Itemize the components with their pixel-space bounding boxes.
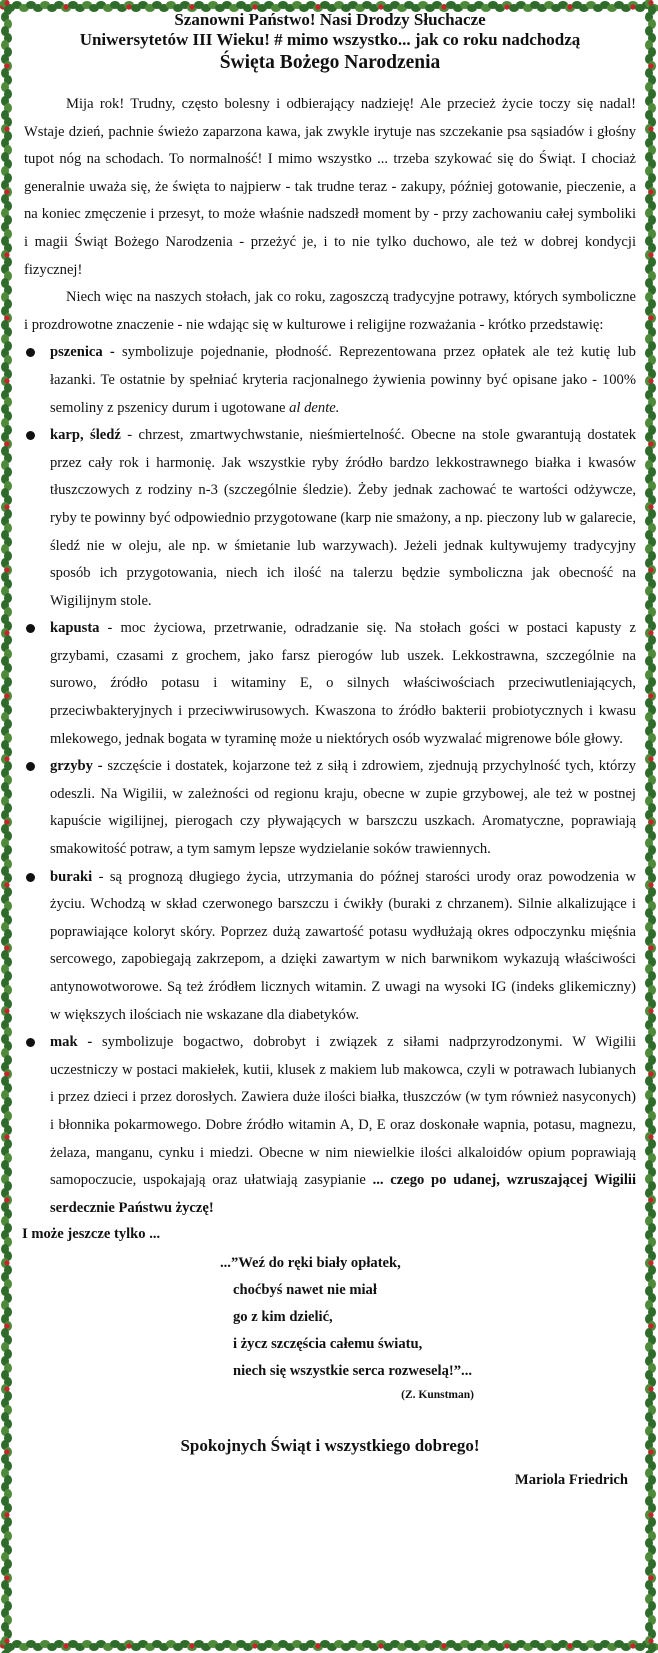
garland-berry <box>4 126 9 131</box>
letter-header <box>24 10 636 75</box>
garland-berry <box>648 63 653 68</box>
garland-berry <box>189 1643 194 1648</box>
garland-berry <box>504 4 509 9</box>
garland-berry <box>4 0 9 5</box>
item-text: symbolizuje pojednanie, płodność. Reprezentowana przez opłatek ale też kutię lub łazanki. Te ostatnie by spełniać kryteria racjonalnego żywienia powinny być opisane jako - 100% semoliny z pszenicy durum i ugotowane <box>50 344 636 416</box>
garland-berry <box>441 4 446 9</box>
garland-berry <box>4 1323 9 1328</box>
garland-berry <box>4 441 9 446</box>
garland-berry <box>4 315 9 320</box>
intro <box>24 91 636 339</box>
item-text: szczęście i dostatek, kojarzone też z siłą i zdrowiem, zjednują przychylność tych, którzy odeszli. Na Wigilii, w zależności od regionu kraju, obecne w zupie grzybowej, ale też w postnej kapuście wigilijnej, pierogach czy pływających w barszczu uszkach. Aromatyczne, poprawiają smakowitość potraw, a tym samym lepsze wydzielanie soków trawiennych. <box>50 758 636 858</box>
garland-berry <box>4 882 9 887</box>
item-name: pszenica - <box>50 344 115 361</box>
garland-berry <box>648 1575 653 1580</box>
garland-berry <box>4 1260 9 1265</box>
item-name: mak - <box>50 1034 93 1051</box>
garland-berry <box>252 4 257 9</box>
garland-berry <box>648 126 653 131</box>
item-text: symbolizuje bogactwo, dobrobyt i związek z siłami nadprzyrodzonymi. W Wigilii uczestniczy w postaci makiełek, kutii, klusek z makiem lub makowca, czyli w potrawach lubianych i przez dzieci i przez dorosłych. Zawiera duże ilości białka, tłuszczów (w tym również nasyconych) i błonnika pokarmowego. Dobre źródło witamin A, D, E oraz doskonałe wapnia, potasu, magnezu, żelaza, manganu, cynku i miedzi. Obecne w nim niewielkie ilości alkaloidów opium poprawiają samopoczucie, uspokajają oraz ułatwiają zasypianie <box>50 1034 636 1189</box>
garland-berry <box>504 1643 509 1648</box>
garland-berry <box>126 4 131 9</box>
garland-berry <box>648 1638 653 1643</box>
poem-author: (Z. Kunstman) <box>401 1389 474 1402</box>
garland-berry <box>4 504 9 509</box>
bullet-icon <box>26 431 35 440</box>
poem-line: ...”Weź do ręki biały opłatek, <box>220 1255 401 1272</box>
garland-berry <box>378 4 383 9</box>
intro-paragraph-2: Niech więc na naszych stołach, jak co roku, zagoszczą tradycyjne potrawy, których symboliczne i prozdrowotne znaczenie - nie wdając się w kulturowe i religijne rozważania - krótko przedstawię: <box>24 289 636 333</box>
garland-berry <box>648 1071 653 1076</box>
garland-berry <box>315 4 320 9</box>
garland-berry <box>648 819 653 824</box>
item-text: - są prognozą długiego życia, utrzymania do późnej starości urody oraz powodzenia w życiu. Wchodzą w skład czerwonego barszczu i ćwikły (buraki z chrzanem). Silnie alkalizujące i poprawiające koloryt skóry. Poprzez dużą zawartość potasu wydłużają okres odpoczynku mięśnia sercowego, zapobiegają zakrzepom, a dzięki zawartym w nich barwnikom wykazują właściwości antynowotworowe. Są też źródłem licznych witamin. Z uwagi na wysoki IG (indeks glikemiczny) w większych ilościach nie wskazane dla diabetyków. <box>50 868 636 1023</box>
header-line-3: Święta Bożego Narodzenia <box>219 52 441 73</box>
garland-berry <box>4 1008 9 1013</box>
garland-berry <box>648 1386 653 1391</box>
bullet-icon <box>26 762 35 771</box>
garland-berry <box>567 1643 572 1648</box>
letter-content <box>24 10 636 1495</box>
holiday-wish: Spokojnych Świąt i wszystkiego dobrego! <box>180 1436 480 1456</box>
garland-berry <box>126 1643 131 1648</box>
poem-line: go z kim dzielić, <box>233 1309 333 1326</box>
garland-berry <box>4 693 9 698</box>
garland-berry <box>648 693 653 698</box>
header-line-1: Szanowni Państwo! Nasi Drodzy Słuchacze <box>174 10 486 29</box>
poem-line: i życz szczęścia całemu światu, <box>233 1336 423 1353</box>
item-name: karp, śledź <box>50 427 121 444</box>
garland-berry <box>648 1449 653 1454</box>
garland-berry <box>648 378 653 383</box>
garland-berry <box>648 252 653 257</box>
garland-berry <box>4 252 9 257</box>
garland-border-right <box>644 0 658 1653</box>
garland-berry <box>315 1643 320 1648</box>
list-item <box>24 1029 636 1222</box>
garland-berry <box>567 4 572 9</box>
garland-berry <box>4 189 9 194</box>
moze-line: I może jeszcze tylko ... <box>22 1226 161 1243</box>
garland-berry <box>648 441 653 446</box>
item-name: buraki <box>50 868 93 885</box>
garland-berry <box>4 819 9 824</box>
garland-berry <box>630 4 635 9</box>
garland-berry <box>648 945 653 950</box>
garland-berry <box>441 1643 446 1648</box>
garland-border-bottom <box>0 1639 658 1653</box>
garland-berry <box>4 945 9 950</box>
list-item <box>24 753 636 863</box>
garland-berry <box>4 756 9 761</box>
garland-berry <box>4 1638 9 1643</box>
item-text: - chrzest, zmartwychwstanie, nieśmiertelność. Obecne na stole gwarantują dostatek przez cały rok i harmonię. Jak wszystkie ryby źródło bardzo lekkostrawnego białka i kwasów tłuszczowych z rodziny n-3 (szczególnie śledzie). Żeby jednak zachować te wartości odżywcze, ryby te powinny być odpowiednio przygotowane (karp nie smażony, a np. pieczony lub w galarecie, śledź nie w oleju, ale np. w śmietanie lub warzywach). Jeżeli jednak kultywujemy tradycyjny sposób ich przygotowania, niech ich ilość na talerzu będzie symboliczna jak obecność na Wigilijnym stole. <box>50 427 636 609</box>
list-item <box>24 615 636 753</box>
poem-line: niech się wszystkie serca rozweselą!”... <box>233 1363 472 1380</box>
closing-wish-inline: ... czego po udanej, wzruszającej Wigilii serdecznie Państwu życzę! <box>50 1172 636 1216</box>
garland-berry <box>4 1449 9 1454</box>
garland-berry <box>648 1197 653 1202</box>
bullet-icon <box>26 873 35 882</box>
bullet-icon <box>26 1038 35 1047</box>
garland-berry <box>4 630 9 635</box>
bullet-icon <box>26 624 35 633</box>
garland-berry <box>648 1008 653 1013</box>
item-italic-tail: al dente. <box>289 399 340 416</box>
item-name: grzyby - <box>50 758 103 775</box>
item-text: - moc życiowa, przetrwanie, odradzanie się. Na stołach gości w postaci kapusty z grzybami, czasami z grochem, jako farsz pierogów lub uszek. Lekkostrawna, szczególnie na surowo, źródło potasu i witaminy E, o silnych właściwościach przeciwutleniających, przeciwbakteryjnych i przeciwwirusowych. Kwaszona to źródło bakterii probiotycznych i kwasu mlekowego, jednak bogata w tyraminę może u niektórych osób wyzwalać migrenowe bóle głowy. <box>50 620 636 747</box>
list-item <box>24 864 636 1030</box>
garland-berry <box>648 315 653 320</box>
garland-berry <box>630 1643 635 1648</box>
list-item <box>24 339 636 422</box>
poem <box>220 1250 636 1385</box>
garland-berry <box>63 1643 68 1648</box>
garland-berry <box>252 1643 257 1648</box>
garland-berry <box>648 567 653 572</box>
garland-berry <box>189 4 194 9</box>
garland-berry <box>378 1643 383 1648</box>
garland-berry <box>4 1197 9 1202</box>
bullet-icon <box>26 348 35 357</box>
garland-berry <box>4 1134 9 1139</box>
garland-berry <box>648 1323 653 1328</box>
food-list <box>24 339 636 1222</box>
intro-paragraph-1: Mija rok! Trudny, często bolesny i odbierający nadzieję! Ale przecież życie toczy się nadal! Wstaje dzień, pachnie świeżo zaparzona kawa, jak zwykle irytuje nas szczekanie psa sąsiadów i głośny tupot nóg na schodach. To normalność! I mimo wszystko ... trzeba szykować się do Świąt. I chociaż generalnie uważa się, że święta to najpierw - tak trudne teraz - zakupy, później gotowanie, pieczenie, a na koniec zmęczenie i przesyt, to może właśnie nadszedł moment by - przy zachowaniu całej symboliki i magii Świąt Bożego Narodzenia - przeżyć je, i to nie tylko duchowo, ale też w dobrej kondycji fizycznej! <box>24 96 636 278</box>
garland-berry <box>648 0 653 5</box>
garland-berry <box>648 1512 653 1517</box>
poem-line: choćbyś nawet nie miał <box>233 1282 377 1299</box>
garland-berry <box>4 1071 9 1076</box>
garland-berry <box>4 63 9 68</box>
garland-berry <box>4 1512 9 1517</box>
garland-berry <box>648 630 653 635</box>
garland-berry <box>648 882 653 887</box>
garland-berry <box>4 567 9 572</box>
garland-berry <box>648 189 653 194</box>
signature: Mariola Friedrich <box>514 1472 628 1489</box>
garland-berry <box>4 1575 9 1580</box>
list-item <box>24 422 636 615</box>
garland-berry <box>63 4 68 9</box>
garland-berry <box>648 756 653 761</box>
item-name: kapusta <box>50 620 100 637</box>
header-line-2: Uniwersytetów III Wieku! # mimo wszystko... jak co roku nadchodzą <box>79 30 581 49</box>
garland-berry <box>648 504 653 509</box>
garland-border-left <box>0 0 14 1653</box>
garland-berry <box>648 1134 653 1139</box>
garland-berry <box>4 1386 9 1391</box>
garland-berry <box>648 1260 653 1265</box>
garland-berry <box>4 378 9 383</box>
